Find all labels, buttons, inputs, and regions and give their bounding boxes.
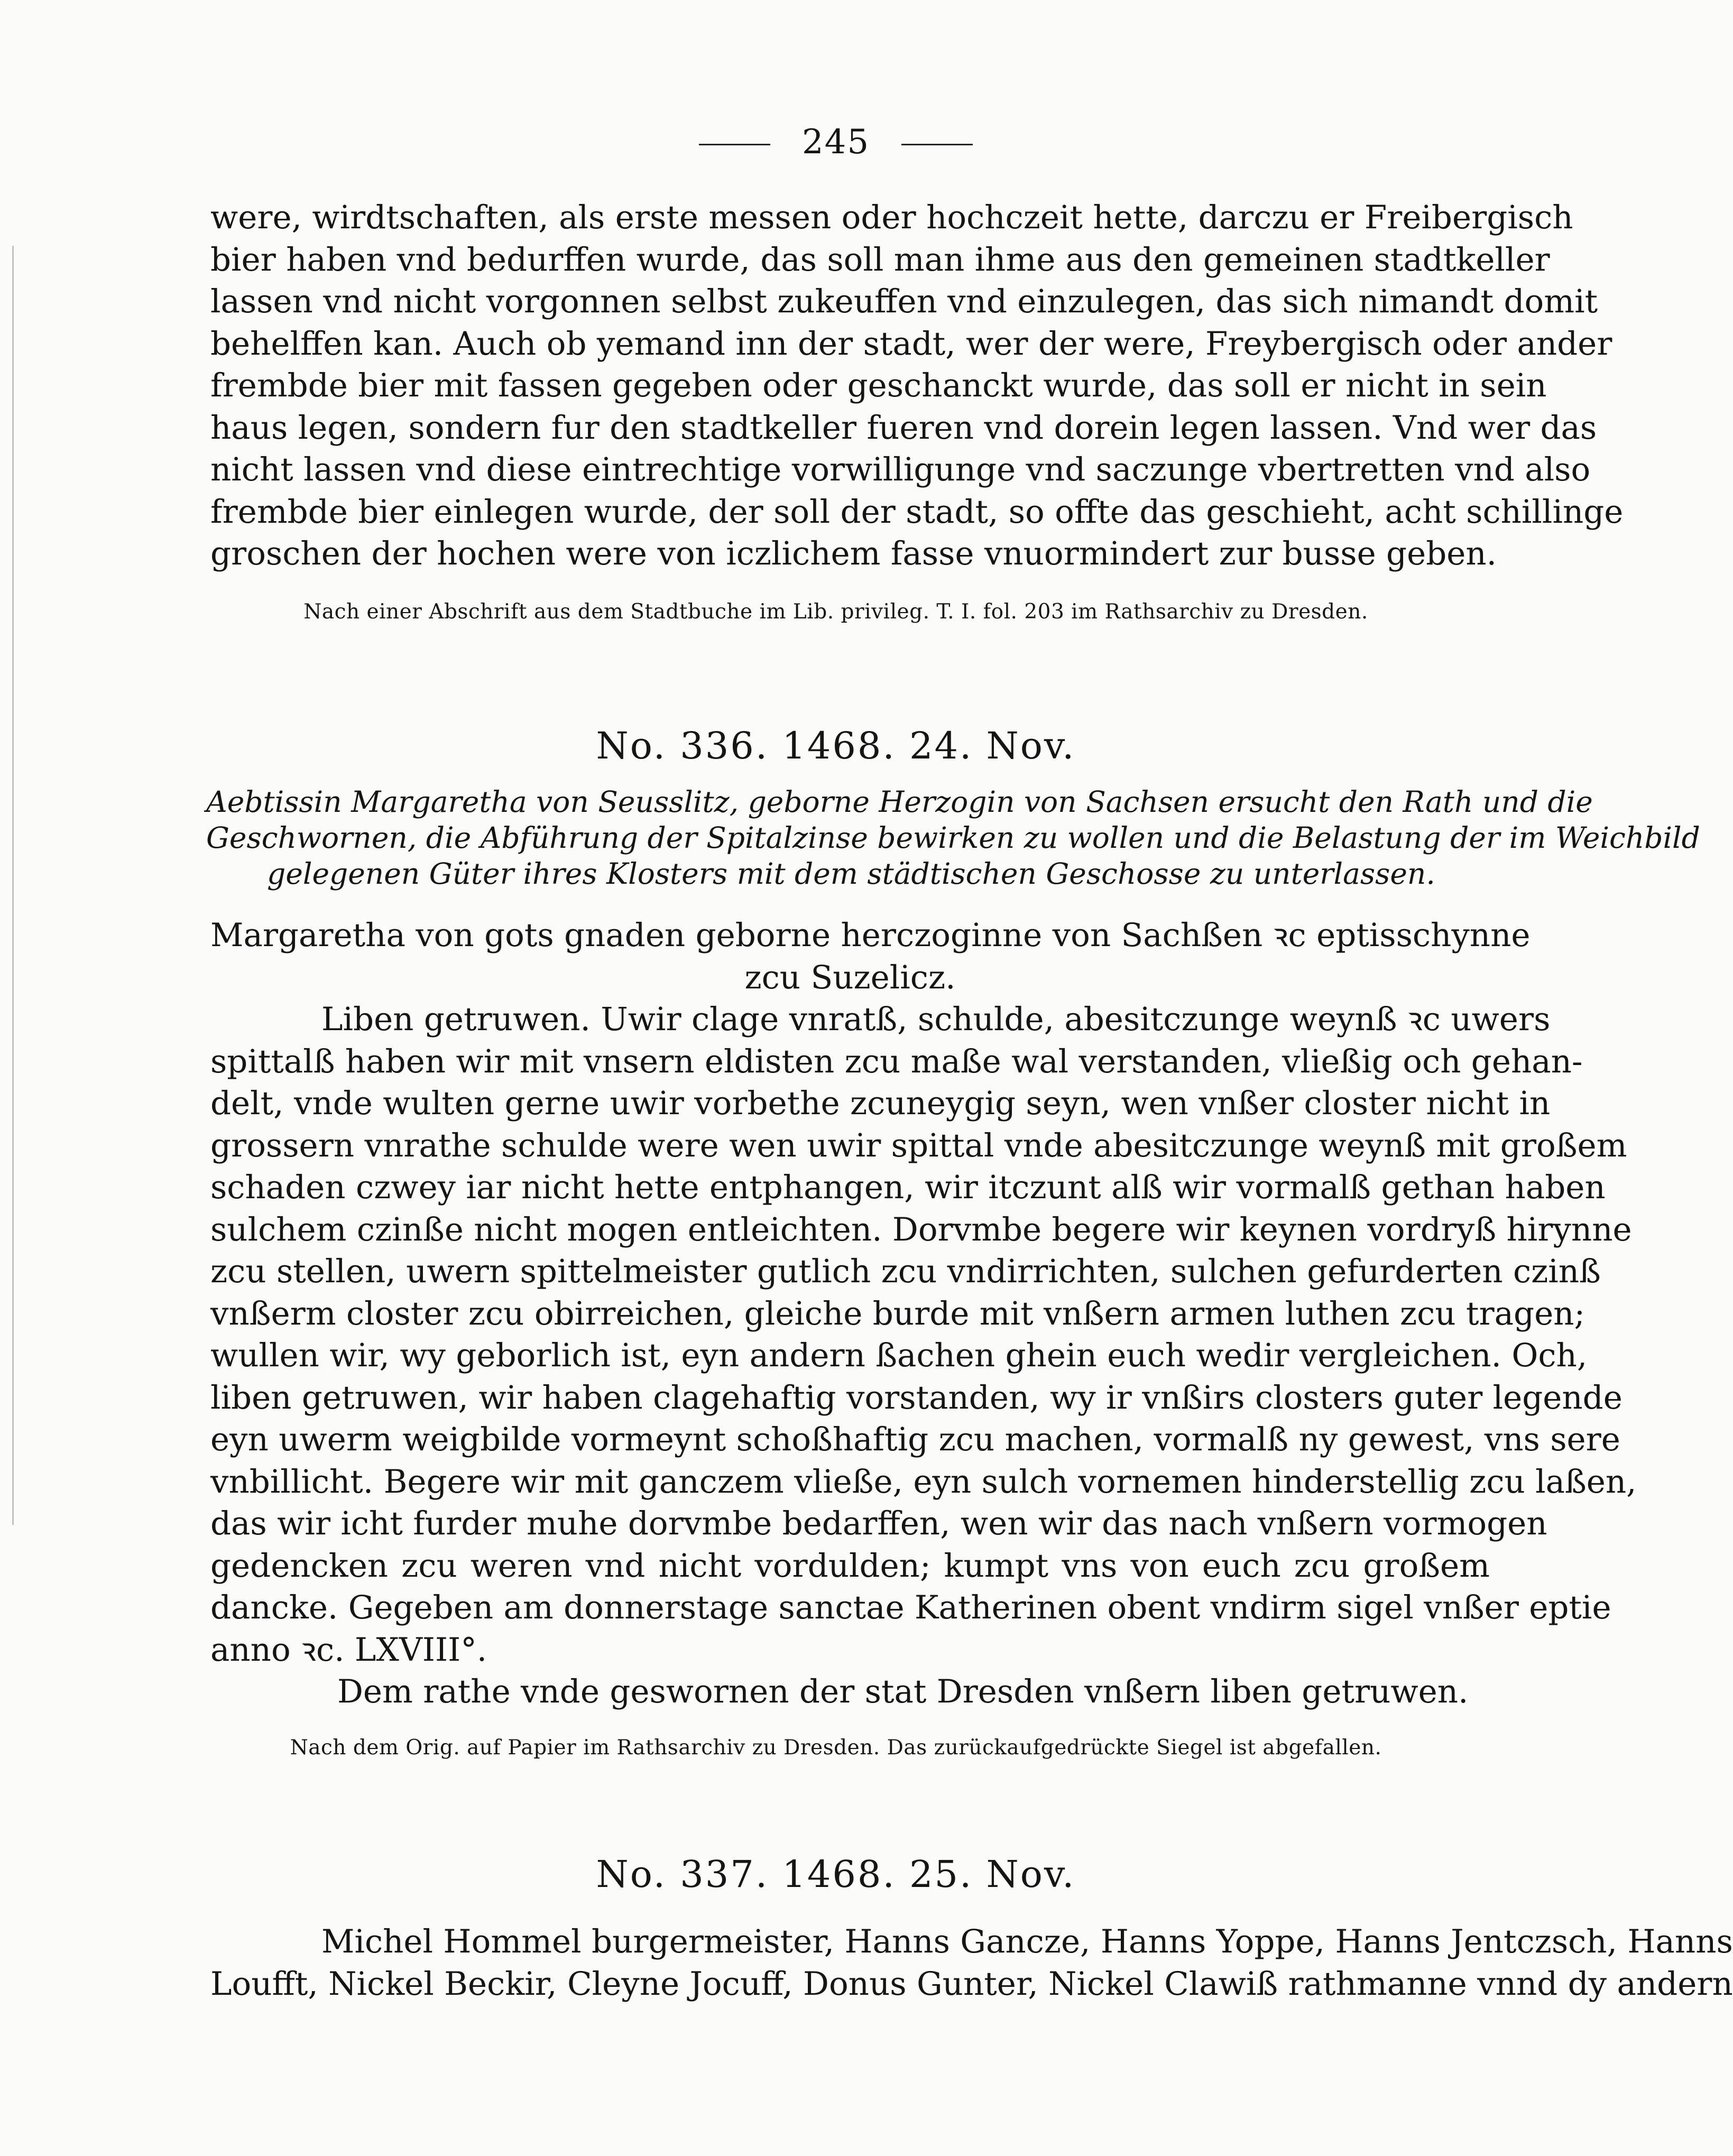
page-number-text: 245 [801, 123, 870, 162]
body-336 [210, 998, 1637, 1713]
address-to-line: Dem rathe vnde geswornen der stat Dresden vnßern liben getruwen. [337, 1673, 1469, 1710]
text-line: groschen der hochen were von iczlichem fasse vnuormindert zur busse geben. [210, 535, 1497, 572]
text-line: das wir icht furder muhe dorvmbe bedarffen, wen wir das nach vnßern vormogen [210, 1505, 1547, 1542]
text-line: dancke. Gegeben am donnerstage sanctae Katherinen obent vndirm sigel vnßer eptie [210, 1589, 1611, 1626]
source-note-336: Nach dem Orig. auf Papier im Rathsarchiv zu Dresden. Das zurückaufgedrückte Siegel ist abgefallen. [290, 1736, 1382, 1760]
regest-336 [206, 784, 1700, 892]
text-line: bier haben vnd bedurffen wurde, das soll man ihme aus den gemeinen stadtkeller [210, 240, 1550, 279]
address-336 [210, 914, 1531, 998]
address-line: Margaretha von gots gnaden geborne herczoginne von Sachßen ꝛc eptisschynne [210, 917, 1531, 954]
text-line: anno ꝛc. LXVIII°. [210, 1631, 487, 1669]
text-line: grossern vnrathe schulde were wen uwir spittal vnde abesitczunge weynß mit großem [210, 1126, 1627, 1164]
continuation-text [210, 197, 1624, 575]
text-line: delt, vnde wulten gerne uwir vorbethe zcuneygig seyn, wen vnßer closter nicht in [210, 1085, 1551, 1122]
text-line: vnbillicht. Begere wir mit ganczem vließe, eyn sulch vornemen hinderstellig zcu laßen, [210, 1463, 1637, 1501]
text-line: wullen wir, wy geborlich ist, eyn andern ßachen ghein euch wedir vergleichen. Och, [210, 1337, 1588, 1374]
regest-line: gelegenen Güter ihres Klosters mit dem städtischen Geschosse zu unterlassen. [267, 857, 1435, 891]
source-note-continuation: Nach einer Abschrift aus dem Stadtbuche im Lib. privileg. T. I. fol. 203 im Rathsarchiv zu Dresden. [303, 600, 1368, 624]
body-337 [210, 1921, 1733, 2005]
text-line: eyn uwerm weigbilde vormeynt schoßhaftig zcu machen, vormalß ny gewest, vns sere [210, 1421, 1620, 1458]
text-line: vnßerm closter zcu obirreichen, gleiche burde mit vnßern armen luthen zcu tragen; [210, 1294, 1585, 1333]
text-line: gedencken zcu weren vnd nicht vordulden; kumpt vns von euch zcu großem [210, 1547, 1490, 1585]
page-margin-line [12, 246, 14, 1525]
document-heading-337: No. 337. 1468. 25. Nov. [596, 1853, 1076, 1896]
text-line: frembde bier einlegen wurde, der soll der stadt, so offte das geschieht, acht schillinge [210, 493, 1624, 531]
text-line: spittalß haben wir mit vnsern eldisten zcu maße wal verstanden, vließig och gehan- [210, 1042, 1583, 1080]
regest-line: Aebtissin Margaretha von Seusslitz, geborne Herzogin von Sachsen ersucht den Rath und die [206, 785, 1593, 819]
text-line: behelffen kan. Auch ob yemand inn der stadt, wer der were, Freybergisch oder ander [210, 325, 1612, 363]
text-line: Liben getruwen. Uwir clage vnratß, schulde, abesitczunge weynß ꝛc uwers [321, 1001, 1551, 1038]
text-line: haus legen, sondern fur den stadtkeller fueren vnd dorein legen lassen. Vnd wer das [210, 409, 1597, 447]
text-line: frembde bier mit fassen gegeben oder geschanckt wurde, das soll er nicht in sein [210, 367, 1547, 404]
text-line: zcu stellen, uwern spittelmeister gutlich zcu vndirrichten, sulchen gefurderten czinß [210, 1253, 1601, 1290]
page-number-dash-left [699, 144, 770, 145]
text-line: liben getruwen, wir haben clagehaftig vorstanden, wy ir vnßirs closters guter legende [210, 1378, 1623, 1417]
regest-line: Geschwornen, die Abführung der Spitalzinse bewirken zu wollen und die Belastung der im Weichbild [206, 821, 1700, 855]
text-line: were, wirdtschaften, als erste messen oder hochczeit hette, darczu er Freibergisch [210, 199, 1573, 236]
text-line: Loufft, Nickel Beckir, Cleyne Jocuff, Donus Gunter, Nickel Clawiß rathmanne vnnd dy andern [210, 1965, 1733, 2003]
text-line: nicht lassen vnd diese eintrechtige vorwilligunge vnd saczunge vbertretten vnd also [210, 451, 1591, 488]
document-heading-336: No. 336. 1468. 24. Nov. [596, 724, 1076, 767]
text-line: Michel Hommel burgermeister, Hanns Gancze, Hanns Yoppe, Hanns Jentczsch, Hanns [321, 1923, 1733, 1960]
page-number [0, 123, 1672, 162]
address-line: zcu Suzelicz. [744, 958, 956, 996]
text-line: sulchem czinße nicht mogen entleichten. Dorvmbe begere wir keynen vordryß hirynne [210, 1210, 1632, 1248]
text-line: lassen vnd nicht vorgonnen selbst zukeuffen vnd einzulegen, das sich nimandt domit [210, 283, 1598, 320]
text-line: schaden czwey iar nicht hette entphangen, wir itczunt alß wir vormalß gethan haben [210, 1169, 1606, 1206]
page-number-dash-right [901, 144, 973, 145]
